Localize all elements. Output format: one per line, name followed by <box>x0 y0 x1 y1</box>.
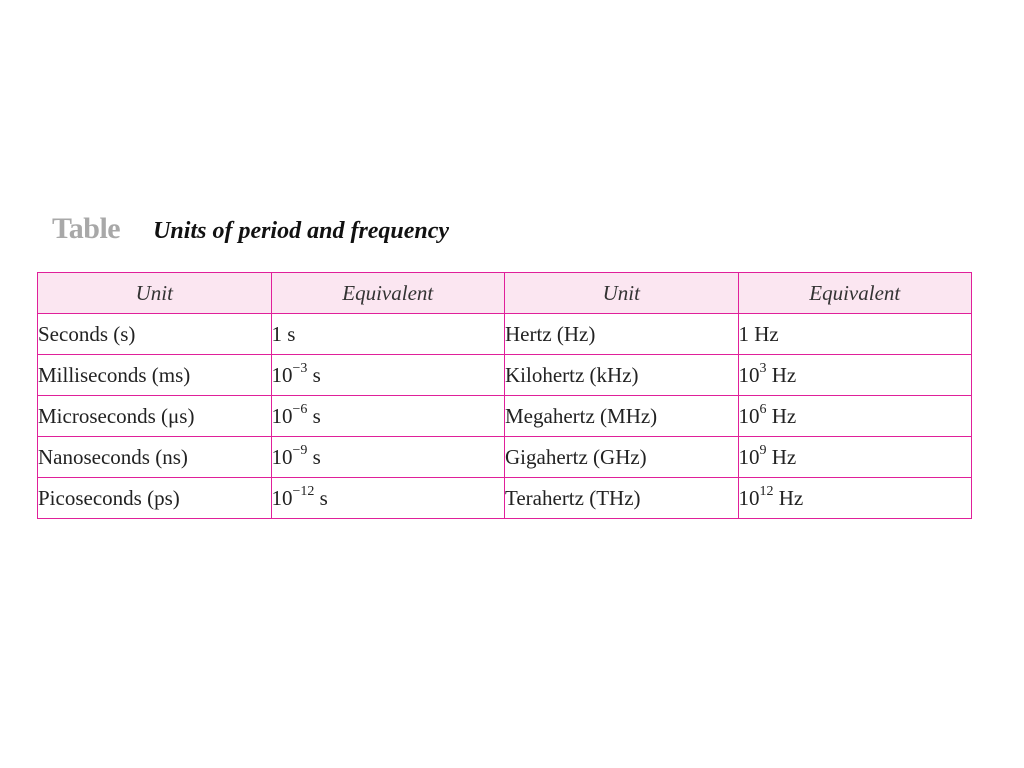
frequency-equivalent-base: 10 <box>738 403 760 428</box>
period-equivalent-exponent: −6 <box>292 401 308 417</box>
frequency-equivalent-exponent: 6 <box>759 401 767 417</box>
table-caption <box>52 212 449 252</box>
header-period-unit: Unit <box>38 273 272 314</box>
period-equivalent-cell <box>271 355 505 396</box>
period-equivalent-exponent: −3 <box>292 360 308 376</box>
period-equivalent-cell <box>271 396 505 437</box>
table-title: Units of period and frequency <box>153 218 450 244</box>
table-row <box>38 437 972 478</box>
period-equivalent-cell <box>271 437 505 478</box>
table-body <box>38 314 972 519</box>
frequency-equivalent-cell <box>738 478 972 519</box>
frequency-unit-cell: Gigahertz (GHz) <box>505 437 739 478</box>
frequency-equivalent-suffix: Hz <box>766 444 797 469</box>
period-equivalent-suffix: s <box>314 485 328 510</box>
table-row <box>38 314 972 355</box>
frequency-equivalent-base: 1 Hz <box>738 321 779 346</box>
period-equivalent-base: 10 <box>271 403 293 428</box>
frequency-equivalent-base: 10 <box>738 362 760 387</box>
period-equivalent-cell <box>271 478 505 519</box>
period-unit-cell: Picoseconds (ps) <box>38 478 272 519</box>
period-unit-cell: Milliseconds (ms) <box>38 355 272 396</box>
frequency-equivalent-base: 10 <box>738 444 760 469</box>
table-row <box>38 478 972 519</box>
frequency-equivalent-cell <box>738 437 972 478</box>
frequency-equivalent-cell <box>738 355 972 396</box>
frequency-unit-cell: Megahertz (MHz) <box>505 396 739 437</box>
frequency-unit-cell: Kilohertz (kHz) <box>505 355 739 396</box>
frequency-equivalent-cell <box>738 314 972 355</box>
period-equivalent-suffix: s <box>307 403 321 428</box>
frequency-equivalent-suffix: Hz <box>766 403 797 428</box>
period-unit-cell: Seconds (s) <box>38 314 272 355</box>
period-unit-cell: Microseconds (μs) <box>38 396 272 437</box>
period-equivalent-suffix: s <box>307 444 321 469</box>
period-equivalent-cell <box>271 314 505 355</box>
frequency-equivalent-suffix: Hz <box>773 485 804 510</box>
period-equivalent-base: 10 <box>271 485 293 510</box>
period-unit-cell: Nanoseconds (ns) <box>38 437 272 478</box>
header-period-equivalent: Equivalent <box>271 273 505 314</box>
frequency-equivalent-exponent: 9 <box>759 442 767 458</box>
header-frequency-unit: Unit <box>505 273 739 314</box>
table-header <box>38 273 972 314</box>
period-equivalent-exponent: −12 <box>292 483 315 499</box>
header-row <box>38 273 972 314</box>
table-row <box>38 396 972 437</box>
frequency-equivalent-exponent: 12 <box>759 483 774 499</box>
frequency-equivalent-suffix: Hz <box>766 362 797 387</box>
header-frequency-equivalent: Equivalent <box>738 273 972 314</box>
period-equivalent-base: 1 s <box>271 321 296 346</box>
frequency-equivalent-base: 10 <box>738 485 760 510</box>
frequency-unit-cell: Hertz (Hz) <box>505 314 739 355</box>
period-equivalent-base: 10 <box>271 444 293 469</box>
frequency-equivalent-cell <box>738 396 972 437</box>
period-equivalent-exponent: −9 <box>292 442 308 458</box>
units-table <box>37 272 972 519</box>
table-label: Table <box>52 212 121 245</box>
table-row <box>38 355 972 396</box>
frequency-equivalent-exponent: 3 <box>759 360 767 376</box>
period-equivalent-suffix: s <box>307 362 321 387</box>
period-equivalent-base: 10 <box>271 362 293 387</box>
frequency-unit-cell: Terahertz (THz) <box>505 478 739 519</box>
